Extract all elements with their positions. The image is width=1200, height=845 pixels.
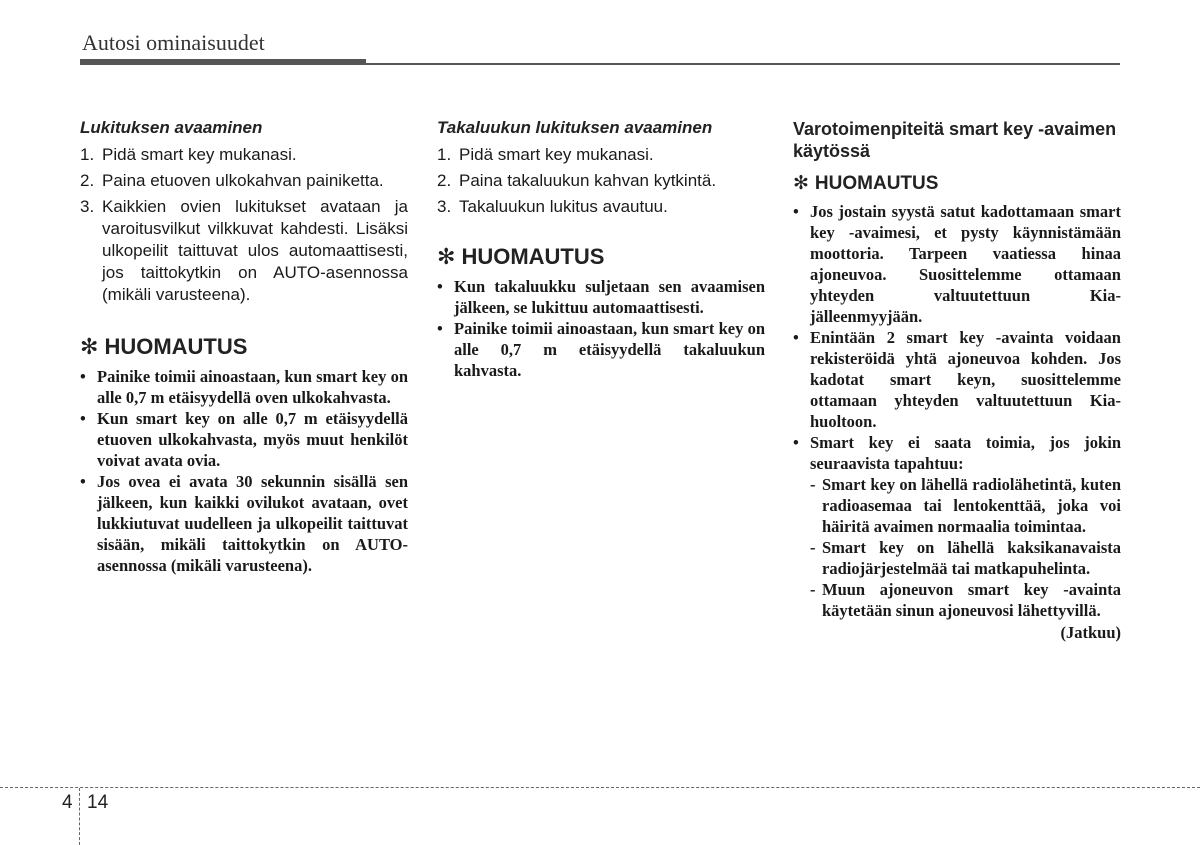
step-item [437,144,765,166]
note-text: Smart key ei saata toimia, jos jokin seuraavista tapahtuu: [810,433,1121,473]
header-rule-thin [366,63,1120,65]
step-item [80,144,408,166]
step-text: Takaluukun lukitus avautuu. [459,197,668,216]
note-heading [80,334,408,360]
dash-icon: - [810,538,816,557]
note-item [437,318,765,381]
note-list [437,276,765,381]
note-text: Kun smart key on alle 0,7 m etäisyydellä etuoven ulkokahvasta, myös muut henkilöt voivat avata ovia. [97,409,408,470]
note-text: Painike toimii ainoastaan, kun smart key on alle 0,7 m etäisyydellä takaluukun kahvasta. [454,319,765,380]
step-text: Pidä smart key mukanasi. [459,145,654,164]
note-heading-label: HUOMAUTUS [814,173,939,194]
chapter-number: 4 [62,792,73,813]
note-star-icon: ✻ [80,334,99,359]
subheading-unlocking: Lukituksen avaaminen [80,118,263,137]
sub-item [810,537,1121,579]
note-text: Jos jostain syystä satut kadottamaan smart key -avaimesi, et pysty käynnistämään moottoria. Tarpeen vaatiessa hinaa ajoneuvoa. Suosittelemme ottamaan yhteyden valtuutettuun Kia-jälleenmyyjään. [810,202,1121,326]
sub-item [810,579,1121,621]
sub-item-text: Smart key on lähellä kaksikanavaista radiojärjestelmää tai matkapuhelinta. [822,538,1121,578]
note-heading [793,172,1121,195]
section-header-title: Autosi ominaisuudet [82,30,265,55]
bullet-icon: • [80,472,86,491]
bullet-icon: • [793,202,799,221]
step-text: Paina etuoven ulkokahvan painiketta. [102,171,384,190]
note-text: Kun takaluukku suljetaan sen avaamisen jälkeen, se lukittuu automaattisesti. [454,277,765,317]
dash-icon: - [810,475,816,494]
column-tailgate [437,118,765,381]
note-item [80,366,408,408]
bullet-icon: • [80,367,86,386]
bullet-icon: • [793,433,799,452]
note-list [793,201,1121,621]
step-text: Pidä smart key mukanasi. [102,145,297,164]
step-number: 3. [80,197,95,216]
note-heading-label: HUOMAUTUS [461,244,605,269]
note-item [793,327,1121,432]
step-number: 1. [80,145,95,164]
note-item [793,201,1121,327]
note-item [80,471,408,576]
step-item [80,170,408,192]
column-precautions [793,118,1121,643]
note-text: Jos ovea ei avata 30 sekunnin sisällä sen jälkeen, kun kaikki ovilukot avataan, ovet lukkiutuvat uudelleen ja ulkopeilit taittuvat sisään, mikäli taittokytkin on AUTO-asennossa (mikäli varusteena). [97,472,408,575]
continues-label: (Jatkuu) [1060,623,1121,642]
step-item [437,170,765,192]
subheading-tailgate: Takaluukun lukituksen avaaminen [437,118,713,137]
bullet-icon: • [80,409,86,428]
footer-dashed-rule [0,787,1200,788]
dash-icon: - [810,580,816,599]
bullet-icon: • [437,277,443,296]
sub-item [810,474,1121,537]
step-number: 3. [437,197,452,216]
note-item [80,408,408,471]
sub-item-text: Muun ajoneuvon smart key -avainta käytetään sinun ajoneuvosi lähettyvillä. [822,580,1121,620]
header-rule-thick [80,59,366,65]
column-unlocking [80,118,408,576]
step-item [80,196,408,306]
note-heading [437,244,765,270]
step-number: 2. [437,171,452,190]
sub-item-text: Smart key on lähellä radiolähetintä, kuten radioasemaa tai lentokenttää, joka voi häiritä avaimen normaalia toimintaa. [822,475,1121,536]
note-list [80,366,408,576]
sub-list [810,474,1121,621]
step-text: Kaikkien ovien lukitukset avataan ja varoitusvilkut vilkkuvat kahdesti. Lisäksi ulkopeilit taittuvat ulos automaattisesti, jos taittokytkin on AUTO-asennossa (mikäli varusteena). [102,197,408,304]
footer-dashed-divider [79,788,80,845]
note-star-icon: ✻ [793,173,809,194]
step-number: 2. [80,171,95,190]
note-item [793,432,1121,621]
step-item [437,196,765,218]
note-star-icon: ✻ [437,244,456,269]
note-item [437,276,765,318]
note-text: Enintään 2 smart key -avainta voidaan rekisteröidä yhtä ajoneuvoa kohden. Jos kadotat smart keyn, suosittelemme ottamaan yhteyden valtuutettuun Kia-huoltoon. [810,328,1121,431]
step-number: 1. [437,145,452,164]
steps-list [80,144,408,306]
note-heading-label: HUOMAUTUS [104,334,248,359]
section-heading: Varotoimenpiteitä smart key -avaimen käytössä [793,119,1117,161]
steps-list [437,144,765,218]
page-number: 14 [87,792,109,813]
bullet-icon: • [793,328,799,347]
note-text: Painike toimii ainoastaan, kun smart key on alle 0,7 m etäisyydellä oven ulkokahvasta. [97,367,408,407]
step-text: Paina takaluukun kahvan kytkintä. [459,171,717,190]
bullet-icon: • [437,319,443,338]
